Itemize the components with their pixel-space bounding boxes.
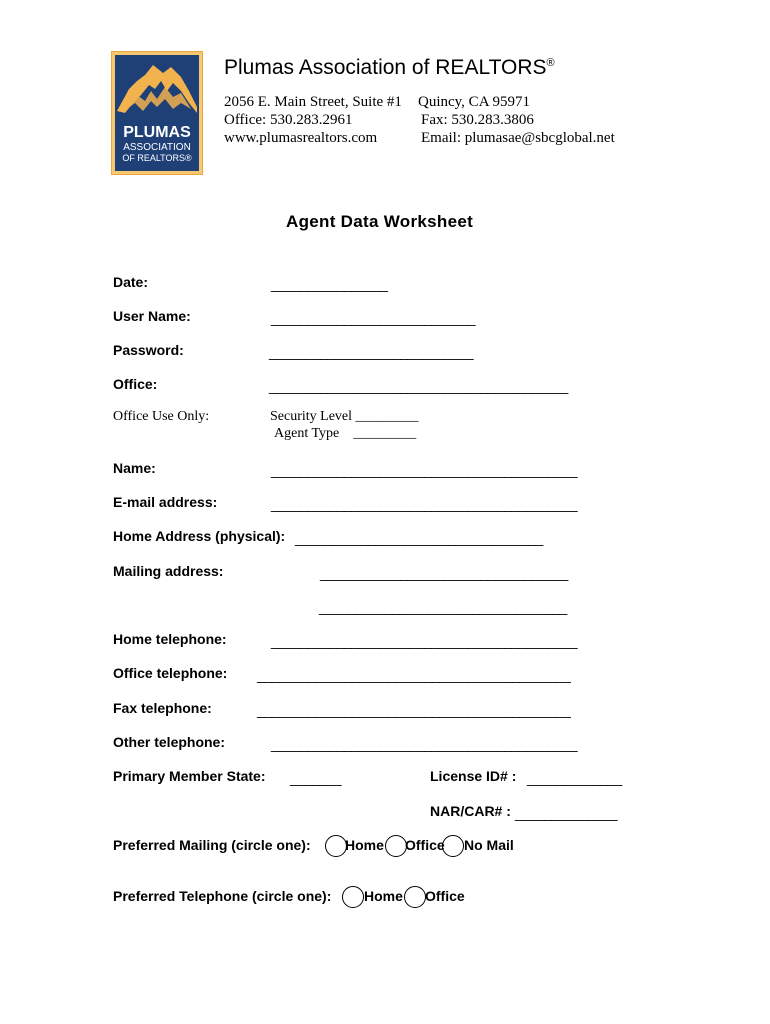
nar-car-field[interactable]: ______________ xyxy=(515,805,618,821)
agent-type-field[interactable]: Agent Type _________ xyxy=(274,426,417,441)
header-fax: Fax: 530.283.3806 xyxy=(421,112,534,128)
office-use-label: Office Use Only: xyxy=(113,409,210,424)
primary-state-label: Primary Member State: xyxy=(113,768,266,784)
date-label: Date: xyxy=(113,274,149,290)
nar-car-label: NAR/CAR# : xyxy=(430,803,511,819)
security-level-field[interactable]: Security Level _________ xyxy=(270,409,419,424)
email-field[interactable]: __________________________________________ xyxy=(271,496,578,512)
header-office-phone: Office: 530.283.2961 xyxy=(224,112,353,128)
email-label: E-mail address: xyxy=(113,494,218,510)
office-phone-field[interactable]: ___________________________________________ xyxy=(257,667,571,683)
office-label: Office: xyxy=(113,376,158,392)
home-phone-label: Home telephone: xyxy=(113,631,227,647)
other-phone-field[interactable]: __________________________________________ xyxy=(271,736,578,752)
telephone-office-radio[interactable] xyxy=(404,886,426,908)
mailing-no-mail-radio[interactable] xyxy=(442,835,464,857)
header-city: Quincy, CA 95971 xyxy=(418,94,530,110)
preferred-telephone-label: Preferred Telephone (circle one): xyxy=(113,888,332,904)
home-address-field[interactable]: __________________________________ xyxy=(295,530,543,546)
mailing-address-field-2[interactable]: __________________________________ xyxy=(319,599,567,615)
logo-text-line1: PLUMAS xyxy=(123,124,191,141)
preferred-mailing-label: Preferred Mailing (circle one): xyxy=(113,837,311,853)
mailing-address-field-1[interactable]: __________________________________ xyxy=(320,565,568,581)
mailing-home-radio[interactable] xyxy=(325,835,347,857)
fax-phone-label: Fax telephone: xyxy=(113,700,212,716)
fax-phone-field[interactable]: ___________________________________________ xyxy=(257,702,571,718)
header-email[interactable]: Email: plumasae@sbcglobal.net xyxy=(421,130,615,146)
page-title: Agent Data Worksheet xyxy=(286,212,474,231)
header-website[interactable]: www.plumasrealtors.com xyxy=(224,130,378,146)
mailing-no-mail-option: No Mail xyxy=(464,837,514,853)
telephone-home-radio[interactable] xyxy=(342,886,364,908)
user-name-field[interactable]: ____________________________ xyxy=(271,310,476,326)
user-name-label: User Name: xyxy=(113,308,191,324)
org-name: Plumas Association of REALTORS® xyxy=(224,56,555,79)
license-id-field[interactable]: _____________ xyxy=(527,770,622,786)
primary-state-field[interactable]: _______ xyxy=(290,770,342,786)
mailing-home-option: Home xyxy=(345,837,384,853)
password-label: Password: xyxy=(113,342,184,358)
date-field[interactable]: ________________ xyxy=(271,276,388,292)
other-phone-label: Other telephone: xyxy=(113,734,226,750)
name-label: Name: xyxy=(113,460,156,476)
office-phone-label: Office telephone: xyxy=(113,665,228,681)
header-address: 2056 E. Main Street, Suite #1 xyxy=(224,94,402,110)
office-field[interactable]: _________________________________________ xyxy=(269,378,568,394)
mailing-office-option: Office xyxy=(405,837,445,853)
home-phone-field[interactable]: __________________________________________ xyxy=(271,633,578,649)
home-address-label: Home Address (physical): xyxy=(113,528,286,544)
mailing-address-label: Mailing address: xyxy=(113,563,224,579)
mailing-office-radio[interactable] xyxy=(385,835,407,857)
password-field[interactable]: ____________________________ xyxy=(269,344,474,360)
telephone-office-option: Office xyxy=(425,888,465,904)
plumas-logo xyxy=(111,51,203,175)
name-field[interactable]: __________________________________________ xyxy=(271,462,578,478)
license-id-label: License ID# : xyxy=(430,768,517,784)
logo-text-line2: ASSOCIATION xyxy=(123,142,191,153)
logo-text-line3: OF REALTORS® xyxy=(122,153,192,163)
telephone-home-option: Home xyxy=(364,888,403,904)
